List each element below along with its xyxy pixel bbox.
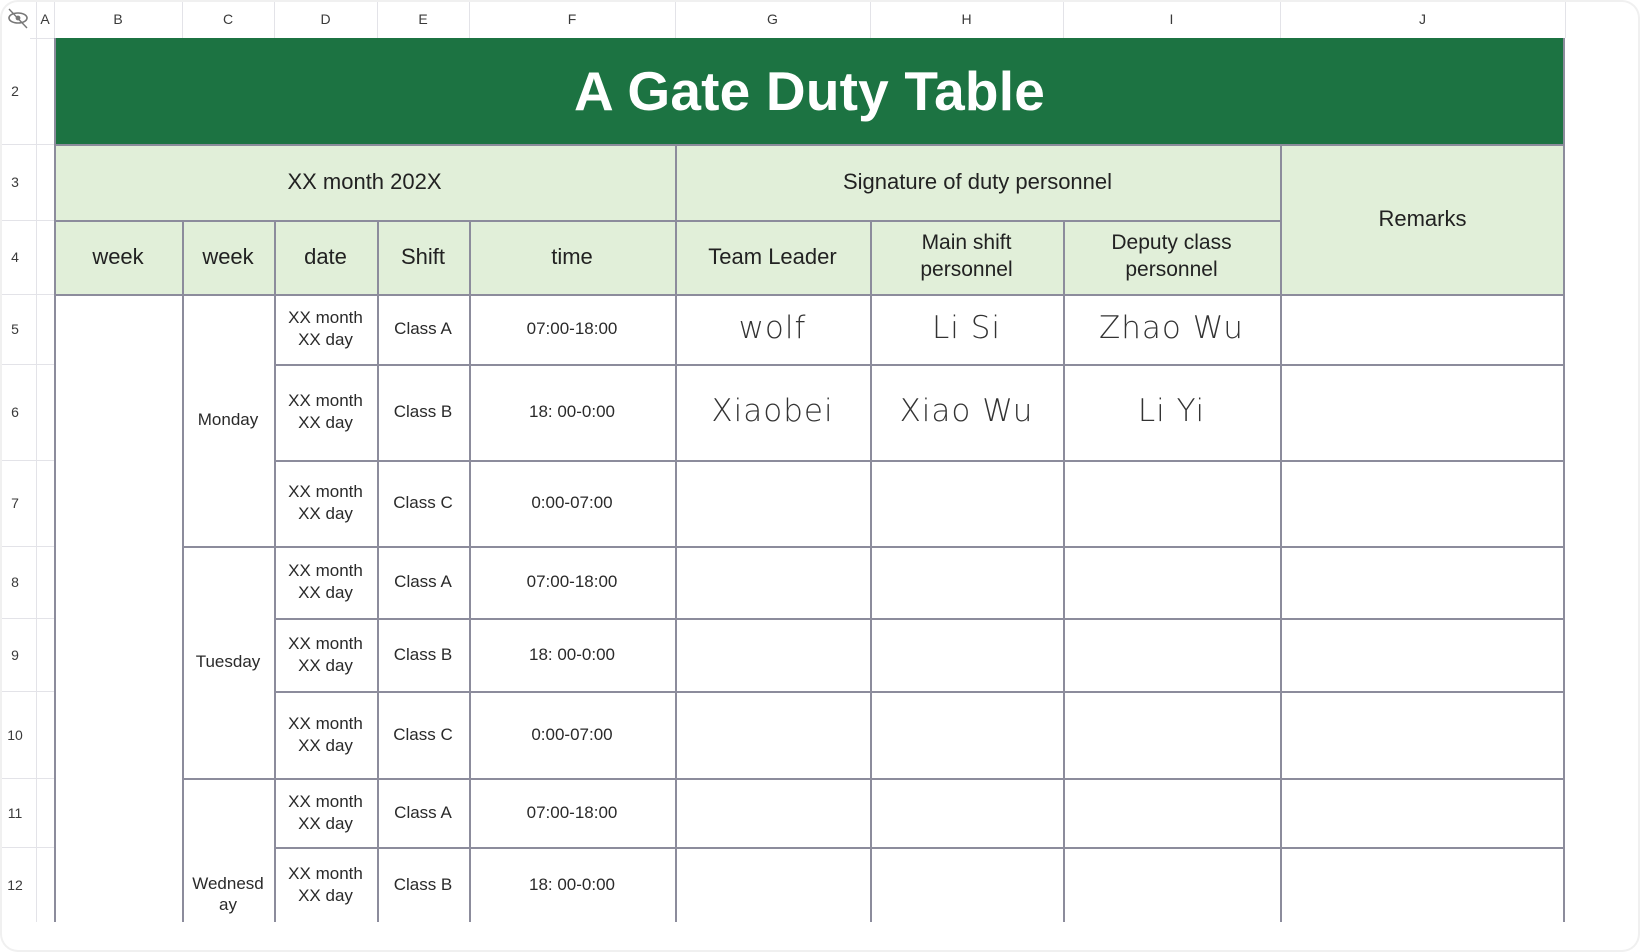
shift-cell[interactable]: Class C xyxy=(393,493,453,513)
row-header-12[interactable]: 12 xyxy=(0,847,30,922)
date-cell[interactable]: XX month XX day xyxy=(288,713,363,755)
column-header-divider xyxy=(1280,0,1281,38)
time-cell[interactable]: 0:00-07:00 xyxy=(531,493,613,513)
week-header-b[interactable]: week xyxy=(54,220,182,294)
shift-cell[interactable]: Class B xyxy=(393,402,453,422)
column-header-divider xyxy=(870,0,871,38)
row-header-divider xyxy=(0,691,54,692)
date-header[interactable]: date xyxy=(274,220,377,294)
main-shift-signature-cell[interactable] xyxy=(870,847,1063,922)
column-header-d[interactable]: D xyxy=(274,0,377,38)
date-cell[interactable]: XX month XX day xyxy=(288,391,363,432)
deputy-signature-cell[interactable]: Li Yi xyxy=(1137,393,1206,430)
row-header-divider xyxy=(0,220,54,221)
team-leader-signature-cell[interactable]: wolf xyxy=(738,310,807,347)
date-cell[interactable]: XX month XX day xyxy=(288,863,363,905)
cell-border xyxy=(182,546,1565,548)
row-header-divider xyxy=(0,847,54,848)
time-cell[interactable]: 07:00-18:00 xyxy=(526,572,618,592)
column-header-f[interactable]: F xyxy=(469,0,675,38)
column-header-j[interactable]: J xyxy=(1280,0,1565,38)
cell-border xyxy=(1280,144,1282,922)
column-header-b[interactable]: B xyxy=(54,0,182,38)
time-cell[interactable]: 07:00-18:00 xyxy=(526,319,618,339)
row-header-divider xyxy=(0,144,54,145)
main-shift-signature-cell[interactable]: Xiao Wu xyxy=(899,393,1034,430)
remarks-cell[interactable] xyxy=(1280,460,1565,546)
row-header-10[interactable]: 10 xyxy=(0,691,30,778)
row-header-8[interactable]: 8 xyxy=(0,546,30,618)
team-leader-signature-cell[interactable] xyxy=(675,460,870,546)
column-header-divider xyxy=(182,0,183,38)
column-header-c[interactable]: C xyxy=(182,0,274,38)
row-header-divider xyxy=(0,546,54,547)
signature-header[interactable]: Signature of duty personnel xyxy=(675,144,1280,220)
cell-border xyxy=(377,220,379,922)
column-header-g[interactable]: G xyxy=(675,0,870,38)
deputy-signature-cell[interactable]: Zhao Wu xyxy=(1099,310,1244,347)
date-cell[interactable]: XX month XX day xyxy=(288,482,363,523)
time-cell[interactable]: 0:00-07:00 xyxy=(531,724,613,744)
select-all-corner[interactable] xyxy=(0,0,36,38)
cell-border xyxy=(675,144,677,922)
row-header-divider xyxy=(0,618,54,619)
main-shift-signature-cell[interactable] xyxy=(870,691,1063,778)
shift-header[interactable]: Shift xyxy=(377,220,469,294)
cell-border xyxy=(870,220,872,922)
column-header-divider xyxy=(1565,0,1566,38)
date-cell[interactable]: XX month XX day xyxy=(288,791,363,833)
deputy-header[interactable]: Deputy class personnel xyxy=(1063,220,1280,294)
cell-border xyxy=(274,460,1565,462)
row-header-7[interactable]: 7 xyxy=(0,460,30,546)
cell-border xyxy=(54,38,56,922)
column-header-h[interactable]: H xyxy=(870,0,1063,38)
team-leader-signature-cell[interactable]: Xiaobei xyxy=(711,393,834,430)
main-shift-signature-cell[interactable] xyxy=(870,778,1063,847)
remarks-cell[interactable] xyxy=(1280,546,1565,618)
cell-border xyxy=(54,294,1565,296)
shift-cell[interactable]: Class B xyxy=(393,644,453,664)
date-cell[interactable]: XX month XX day xyxy=(288,633,363,675)
row-header-4[interactable]: 4 xyxy=(0,220,30,294)
shift-cell[interactable]: Class A xyxy=(394,319,452,339)
shift-cell[interactable]: Class A xyxy=(394,572,452,592)
main-shift-signature-cell[interactable] xyxy=(870,618,1063,691)
cell-border xyxy=(182,220,184,922)
remarks-cell[interactable] xyxy=(1280,778,1565,847)
time-cell[interactable]: 07:00-18:00 xyxy=(526,802,618,822)
column-header-divider xyxy=(675,0,676,38)
cell-border xyxy=(274,618,1565,620)
team-leader-signature-cell[interactable] xyxy=(675,691,870,778)
deputy-signature-cell[interactable] xyxy=(1063,778,1280,847)
row-header-divider xyxy=(0,778,54,779)
table-title[interactable]: A Gate Duty Table xyxy=(54,38,1565,144)
column-header-a[interactable]: A xyxy=(36,0,54,38)
team-leader-signature-cell[interactable] xyxy=(675,778,870,847)
row-header-divider xyxy=(0,364,54,365)
shift-cell[interactable]: Class B xyxy=(393,874,453,894)
team-leader-signature-cell[interactable] xyxy=(675,847,870,922)
date-cell[interactable]: XX month XX day xyxy=(288,308,363,349)
shift-cell[interactable]: Class A xyxy=(394,802,452,822)
main-shift-header[interactable]: Main shift personnel xyxy=(870,220,1063,294)
column-header-divider xyxy=(36,0,37,38)
cell-border xyxy=(182,778,1565,780)
column-header-e[interactable]: E xyxy=(377,0,469,38)
cell-border xyxy=(274,691,1565,693)
week-cell-merged[interactable] xyxy=(54,294,182,922)
week-header-c[interactable]: week xyxy=(182,220,274,294)
day-cell-tuesday[interactable]: Tuesday xyxy=(195,652,261,672)
row-header-5[interactable]: 5 xyxy=(0,294,30,364)
team-leader-signature-cell[interactable] xyxy=(675,618,870,691)
day-cell-wednesday[interactable]: Wednesd ay xyxy=(192,873,264,915)
cell-border xyxy=(274,220,276,922)
row-header-divider xyxy=(0,294,54,295)
time-cell[interactable]: 18: 00-0:00 xyxy=(528,402,615,422)
row-header-11[interactable]: 11 xyxy=(0,778,30,847)
row-header-9[interactable]: 9 xyxy=(0,618,30,691)
cell-border xyxy=(1563,38,1565,922)
team-leader-signature-cell[interactable] xyxy=(675,546,870,618)
shift-cell[interactable]: Class C xyxy=(393,724,453,744)
time-cell[interactable]: 18: 00-0:00 xyxy=(528,644,615,664)
deputy-signature-cell[interactable] xyxy=(1063,546,1280,618)
date-cell[interactable]: XX month XX day xyxy=(288,561,363,602)
row-header-divider xyxy=(36,38,37,922)
deputy-signature-cell[interactable] xyxy=(1063,691,1280,778)
cell-border xyxy=(1063,220,1065,922)
team-leader-header[interactable]: Team Leader xyxy=(675,220,870,294)
deputy-signature-cell[interactable] xyxy=(1063,847,1280,922)
table-options-icon xyxy=(5,6,31,32)
column-header-i[interactable]: I xyxy=(1063,0,1280,38)
row-header-divider xyxy=(0,460,54,461)
cell-border xyxy=(274,847,1565,849)
cell-border xyxy=(54,144,1565,146)
column-header-divider xyxy=(469,0,470,38)
period-header[interactable]: XX month 202X xyxy=(54,144,675,220)
column-header-divider xyxy=(1063,0,1064,38)
main-shift-signature-cell[interactable] xyxy=(870,546,1063,618)
row-header-3[interactable]: 3 xyxy=(0,144,30,220)
remarks-cell[interactable] xyxy=(1280,618,1565,691)
time-header[interactable]: time xyxy=(469,220,675,294)
deputy-signature-cell[interactable] xyxy=(1063,618,1280,691)
time-cell[interactable]: 18: 00-0:00 xyxy=(528,874,615,894)
main-shift-signature-cell[interactable] xyxy=(870,460,1063,546)
main-shift-signature-cell[interactable]: Li Si xyxy=(931,310,1002,347)
cell-border xyxy=(469,220,471,922)
day-cell-monday[interactable]: Monday xyxy=(197,410,259,430)
deputy-signature-cell[interactable] xyxy=(1063,460,1280,546)
cell-border xyxy=(274,364,1565,366)
row-header-6[interactable]: 6 xyxy=(0,364,30,460)
column-header-divider xyxy=(377,0,378,38)
remarks-header[interactable]: Remarks xyxy=(1280,144,1565,294)
remarks-cell[interactable] xyxy=(1280,364,1565,460)
remarks-cell[interactable] xyxy=(1280,691,1565,778)
remarks-cell[interactable] xyxy=(1280,294,1565,364)
remarks-cell[interactable] xyxy=(1280,847,1565,922)
row-header-2[interactable]: 2 xyxy=(0,38,30,144)
cell-border xyxy=(54,220,1280,222)
column-header-divider xyxy=(274,0,275,38)
column-header-divider xyxy=(54,0,55,38)
